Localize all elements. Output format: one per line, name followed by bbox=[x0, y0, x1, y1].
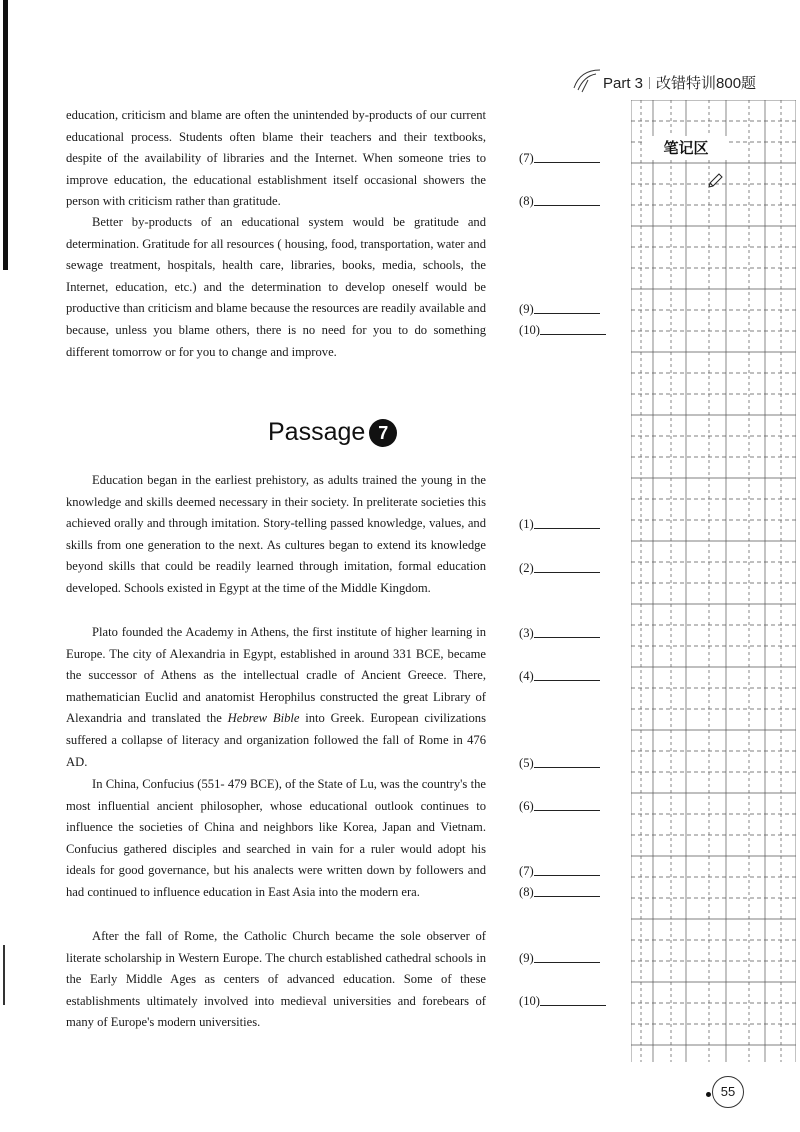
header-title: 改错特训800题 bbox=[656, 75, 757, 92]
answer-blank[interactable]: (7) bbox=[519, 863, 600, 879]
binding-edge-mark bbox=[3, 945, 5, 1005]
answer-blank[interactable]: (10) bbox=[519, 322, 606, 338]
page-number: 55 bbox=[712, 1076, 744, 1108]
answer-blank[interactable]: (3) bbox=[519, 625, 600, 641]
paragraph-plato: Plato founded the Academy in Athens, the first institute of higher learning in Europe. The city of Alexandria in Egypt, established in around 331 BCE, became the successor of Athens as the intellectual cradle of Ancient Greece. There, mathematician Euclid and anatomist Herophilus constructed the great Library of Alexandria and translated the Hebrew Bible into Greek. European civilizations suffered a collapse of literacy and organization followed the fall of Rome in 476 AD. bbox=[66, 625, 486, 769]
passage-heading bbox=[268, 418, 397, 447]
answer-blank[interactable]: (5) bbox=[519, 755, 600, 771]
answer-blank[interactable]: (10) bbox=[519, 993, 606, 1009]
passage-title: Passage bbox=[268, 418, 366, 446]
passage-number: 7 bbox=[369, 419, 397, 447]
answer-blank[interactable]: (6) bbox=[519, 798, 600, 814]
binding-edge bbox=[3, 0, 8, 270]
answer-blank[interactable]: (8) bbox=[519, 884, 600, 900]
paragraph-church: After the fall of Rome, the Catholic Church became the sole observer of literate scholarship in Western Europe. The church established cathedral schools in the Early Middle Ages as centers of advanced education. Some of these establishments ultimately involved into medieval universities and forebears of many of Europe's modern universities. bbox=[66, 929, 486, 1030]
pencil-icon bbox=[706, 172, 724, 190]
notes-grid bbox=[631, 100, 796, 1062]
answer-blank[interactable]: (4) bbox=[519, 668, 600, 684]
running-header bbox=[575, 72, 756, 93]
answer-blank[interactable]: (8) bbox=[519, 193, 600, 209]
answer-blank[interactable]: (9) bbox=[519, 950, 600, 966]
paragraph-confucius: In China, Confucius (551- 479 BCE), of the State of Lu, was the country's the most influential ancient philosopher, whose educational outlook continues to influence the societies of China and neighbors like Korea, Japan and Vietnam. Confucius gathered disciples and searched in vain for a ruler would adopt his ideals for good governance, but his analects were written down by followers and had continued to influence education in East Asia into the modern era. bbox=[66, 777, 486, 899]
italic-title: Hebrew Bible bbox=[227, 711, 300, 726]
paragraph-continued: education, criticism and blame are often the unintended by-products of our current educational process. Students often blame their teachers and their textbooks, despite of the availability of libraries and the Internet. When someone tries to improve education, the educational establishment itself occasional showers the person with criticism rather than gratitude. bbox=[66, 108, 486, 209]
paragraph-prehistory: Education began in the earliest prehistory, as adults trained the young in the knowledge and skills deemed necessary in their society. In preliterate societies this achieved orally and through imitation. Story-telling passed knowledge, values, and skills from one generation to the next. As cultures began to extend its knowledge beyond skills that could be readily learned through imitation, formal education developed. Schools existed in Egypt at the time of the Middle Kingdom. bbox=[66, 473, 486, 595]
page-number-dot bbox=[706, 1092, 711, 1097]
answer-blank[interactable]: (2) bbox=[519, 560, 600, 576]
paragraph-by-products: Better by-products of an educational system would be gratitude and determination. Gratitude for all resources ( housing, food, transportation, water and sewage treatment, hospitals, health care, libraries, books, media, schools, the Internet, education, etc.) and the determination to develop oneself would be productive than criticism and blame because the resources are readily available and because, unless you blame others, there is no need for you to do something different tomorrow or for you to change and improve. bbox=[66, 215, 486, 359]
answer-blank[interactable]: (7) bbox=[519, 150, 600, 166]
notes-area-label: 笔记区 bbox=[644, 136, 728, 160]
answer-blank[interactable]: (1) bbox=[519, 516, 600, 532]
header-part: Part 3 bbox=[603, 75, 644, 92]
answer-blank[interactable]: (9) bbox=[519, 301, 600, 317]
header-divider bbox=[649, 77, 650, 89]
